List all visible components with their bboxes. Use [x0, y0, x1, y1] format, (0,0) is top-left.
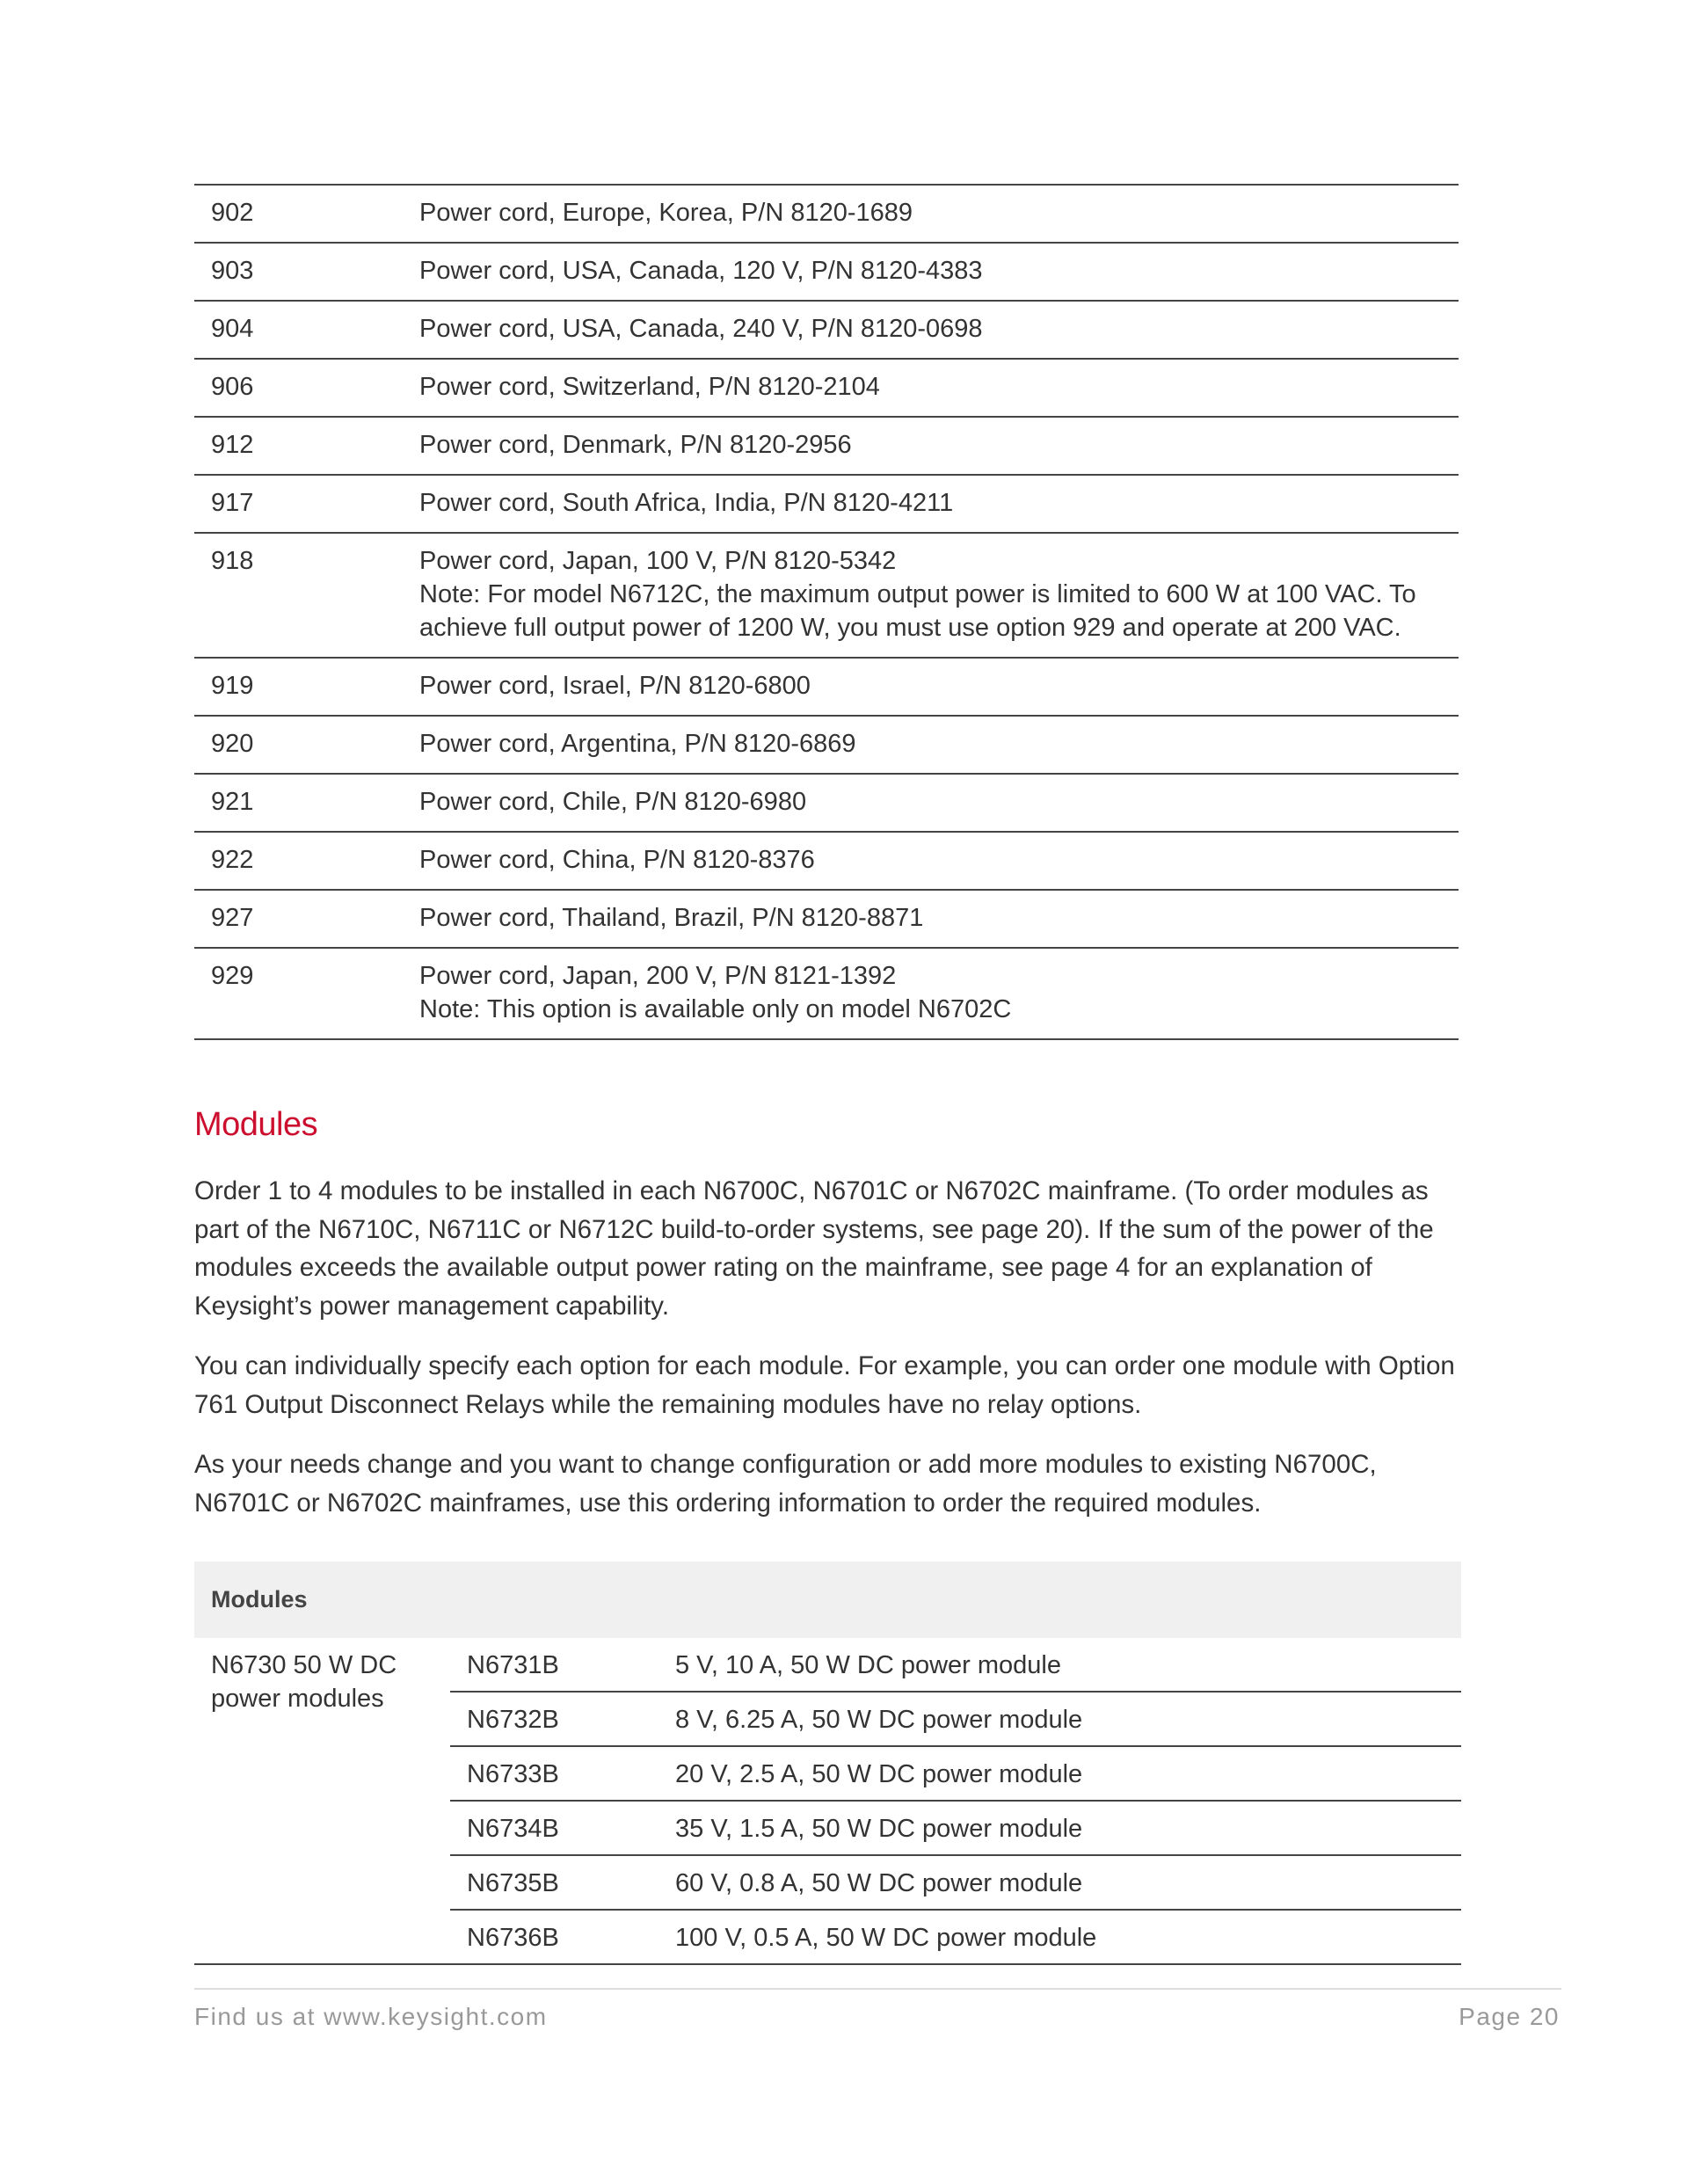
model-description: 8 V, 6.25 A, 50 W DC power module	[675, 1692, 1461, 1746]
description-text: Power cord, Chile, P/N 8120-6980	[419, 788, 807, 816]
model-number: N6734B	[450, 1801, 675, 1855]
option-number: 904	[194, 301, 419, 359]
table-row	[194, 301, 1459, 359]
option-description	[419, 359, 1459, 417]
model-description: 20 V, 2.5 A, 50 W DC power module	[675, 1746, 1461, 1801]
option-description	[419, 417, 1459, 475]
option-number: 920	[194, 716, 419, 774]
model-description: 35 V, 1.5 A, 50 W DC power module	[675, 1801, 1461, 1855]
table-row	[194, 774, 1459, 832]
table-header: Modules	[194, 1562, 1461, 1638]
model-description: 100 V, 0.5 A, 50 W DC power module	[675, 1910, 1461, 1964]
table-row	[194, 716, 1459, 774]
option-description	[419, 475, 1459, 533]
paragraph: You can individually specify each option for each module. For example, you can order one module with Option 761 Output Disconnect Relays while the remaining modules have no relay options.	[194, 1351, 1455, 1419]
description-text: Power cord, Thailand, Brazil, P/N 8120-8871	[419, 904, 924, 932]
option-number: 918	[194, 533, 419, 658]
table-row	[194, 1638, 1461, 1692]
description-text: Power cord, USA, Canada, 120 V, P/N 8120-4383	[419, 257, 983, 285]
footer-divider	[194, 1988, 1561, 1990]
table-row	[194, 185, 1459, 243]
option-description	[419, 658, 1459, 716]
option-number: 929	[194, 948, 419, 1039]
option-description	[419, 243, 1459, 301]
table-row	[194, 475, 1459, 533]
note-text: Note: This option is available only on model N6702C	[419, 995, 1012, 1023]
model-number: N6732B	[450, 1692, 675, 1746]
option-number: 919	[194, 658, 419, 716]
option-number: 917	[194, 475, 419, 533]
model-number: N6731B	[450, 1638, 675, 1692]
description-text: Power cord, China, P/N 8120-8376	[419, 846, 815, 874]
footer-website: Find us at www.keysight.com	[194, 2003, 548, 2030]
table-row	[194, 417, 1459, 475]
description-text: Power cord, Japan, 100 V, P/N 8120-5342	[419, 547, 897, 575]
description-text: Power cord, Denmark, P/N 8120-2956	[419, 431, 852, 459]
description-text: Power cord, Switzerland, P/N 8120-2104	[419, 373, 880, 401]
option-number: 902	[194, 185, 419, 243]
table-row	[194, 948, 1459, 1039]
table-row	[194, 658, 1459, 716]
description-text: Power cord, Europe, Korea, P/N 8120-1689	[419, 199, 913, 227]
paragraph: As your needs change and you want to change configuration or add more modules to existing N6700C, N6701C or N6702C mainframes, use this ordering information to order the required modules.	[194, 1450, 1377, 1518]
option-number: 906	[194, 359, 419, 417]
modules-description	[194, 1172, 1465, 1544]
table-row	[194, 533, 1459, 658]
option-number: 922	[194, 832, 419, 890]
option-description	[419, 774, 1459, 832]
paragraph: Order 1 to 4 modules to be installed in each N6700C, N6701C or N6702C mainframe. (To order modules as part of the N6710C, N6711C or N6712C build-to-order systems, see page 20). If the sum of the power of the modules exceeds the available output power rating on the mainframe, see page 4 for an explanation of Keysight’s power management capability.	[194, 1176, 1434, 1321]
model-description: 60 V, 0.8 A, 50 W DC power module	[675, 1855, 1461, 1910]
option-description	[419, 832, 1459, 890]
note-text: Note: For model N6712C, the maximum output power is limited to 600 W at 100 VAC. To achieve full output power of 1200 W, you must use option 929 and operate at 200 VAC.	[419, 580, 1416, 642]
modules-table	[194, 1562, 1461, 1965]
option-description	[419, 301, 1459, 359]
option-description	[419, 185, 1459, 243]
module-group: N6730 50 W DC power modules	[194, 1638, 450, 1964]
table-row	[194, 243, 1459, 301]
description-text: Power cord, Japan, 200 V, P/N 8121-1392	[419, 962, 897, 990]
option-description	[419, 533, 1459, 658]
option-number: 903	[194, 243, 419, 301]
page-number: Page 20	[1459, 2003, 1560, 2030]
table-row	[194, 832, 1459, 890]
description-text: Power cord, Argentina, P/N 8120-6869	[419, 730, 856, 758]
option-description	[419, 948, 1459, 1039]
model-number: N6736B	[450, 1910, 675, 1964]
model-number: N6735B	[450, 1855, 675, 1910]
model-description: 5 V, 10 A, 50 W DC power module	[675, 1638, 1461, 1692]
description-text: Power cord, USA, Canada, 240 V, P/N 8120-0698	[419, 315, 983, 343]
option-description	[419, 890, 1459, 948]
table-row	[194, 890, 1459, 948]
option-number: 927	[194, 890, 419, 948]
table-row	[194, 359, 1459, 417]
description-text: Power cord, Israel, P/N 8120-6800	[419, 672, 811, 700]
option-number: 912	[194, 417, 419, 475]
option-description	[419, 716, 1459, 774]
model-number: N6733B	[450, 1746, 675, 1801]
description-text: Power cord, South Africa, India, P/N 8120-4211	[419, 489, 954, 517]
power-cord-options-table	[194, 184, 1459, 1040]
option-number: 921	[194, 774, 419, 832]
section-heading-modules: Modules	[194, 1106, 318, 1143]
